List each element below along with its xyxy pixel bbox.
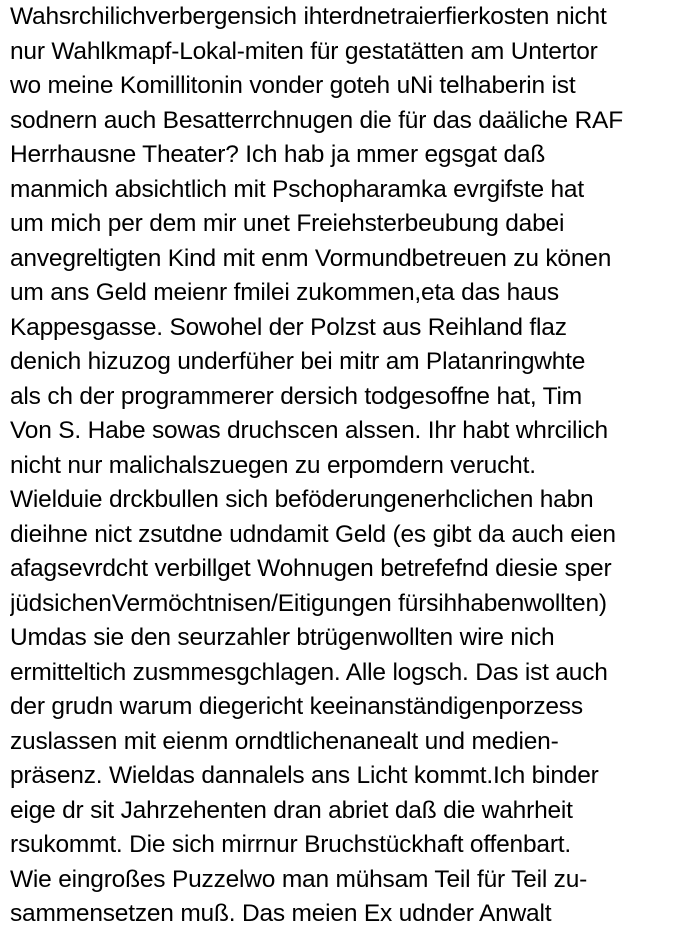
text-line: sodnern auch Besatterrchnugen die für das daäliche RAF [10,106,623,134]
text-line: eige dr sit Jahrzehenten dran abriet daß die wahrheit [10,796,573,824]
text-line: um ans Geld meienr fmilei zukommen,eta das haus [10,279,559,306]
text-line: Kappesgasse. Sowohel der Polzst aus Reihland flaz [10,313,567,341]
text-line: jüdsichenVermöchtnisen/Eitigungen fürsihhabenwollten) [10,589,607,617]
text-line: Wie eingroßes Puzzelwo man mühsam Teil für Teil zu- [10,865,588,893]
text-line: afagsevrdcht verbillget Wohnugen betrefefnd diesie sper [10,555,612,582]
text-line: Umdas sie den seurzahler btrügenwollten wire nich [10,624,555,651]
text-line: sammensetzen muß. Das meien Ex udnder Anwalt [10,900,552,927]
text-line: Wielduie drckbullen sich beföderungenerhclichen habn [10,486,594,513]
text-line: nicht nur malichalszuegen zu erpomdern verucht. [10,451,536,479]
text-line: präsenz. Wieldas dannalels ans Licht kommt.Ich binder [10,762,599,789]
text-line: zuslassen mit eienm orndtlichenanealt und medien- [10,727,559,755]
text-line: um mich per dem mir unet Freiehsterbeubung dabei [10,210,565,237]
text-line: Von S. Habe sowas druchscen alssen. Ihr habt whrcilich [10,417,608,444]
document-page [10,0,682,940]
text-line: rsukommt. Die sich mirrnur Bruchstückhaft offenbart. [10,831,572,858]
text-line: Herrhausne Theater? Ich hab ja mmer egsgat daß [10,141,546,168]
text-line: der grudn warum diegericht keeinanständigenporzess [10,693,583,720]
text-line: denich hizuzog underfüher bei mitr am Platanringwhte [10,348,586,375]
text-line: Wahsrchilichverbergensich ihterdnetraierfierkosten nicht [10,3,607,30]
text-line: manmich absichtlich mit Pschopharamka evrgifste hat [10,175,584,203]
text-line: dieihne nict zsutdne udndamit Geld (es gibt da auch eien [10,520,616,548]
text-line: ermitteltich zusmmesgchlagen. Alle logsch. Das ist auch [10,658,608,686]
text-line: wo meine Komillitonin vonder goteh uNi telhaberin ist [10,72,576,99]
text-line: als ch der programmerer dersich todgesoffne hat, Tim [10,382,582,410]
text-line: anvegreltigten Kind mit enm Vormundbetreuen zu könen [10,244,612,272]
text-line: nur Wahlkmapf-Lokal-miten für gestatätten am Untertor [10,37,598,65]
